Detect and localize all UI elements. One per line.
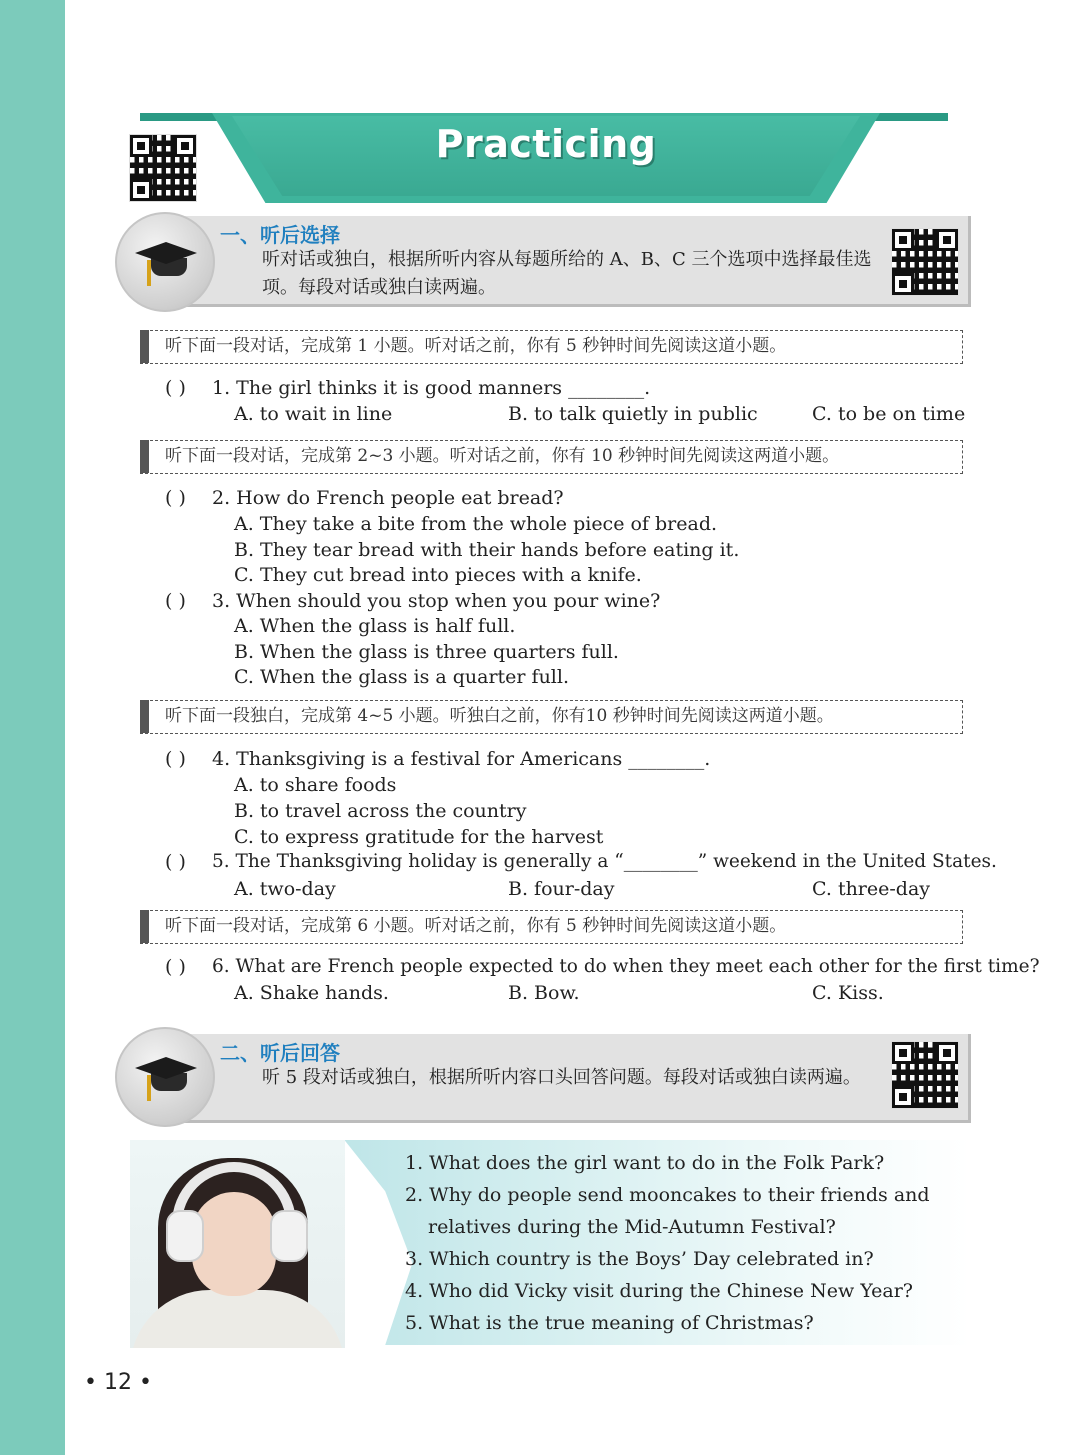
- question-stem: 2. How do French people eat bread?: [212, 487, 564, 509]
- option-c: C. three-day: [812, 878, 931, 900]
- option-a: A. Shake hands.: [234, 982, 389, 1004]
- option-a: A. When the glass is half full.: [234, 615, 516, 637]
- page-title: Practicing: [435, 122, 657, 166]
- option-a: A. two-day: [234, 878, 336, 900]
- question-stem: 6. What are French people expected to do when they meet each other for the first time?: [212, 956, 1040, 977]
- option-c: C. to express gratitude for the harvest: [234, 826, 604, 848]
- option-c: C. When the glass is a quarter full.: [234, 666, 569, 688]
- answer-paren[interactable]: ( ): [165, 851, 186, 873]
- option-b: B. to talk quietly in public: [508, 403, 758, 425]
- instruction-bar: 听下面一段对话，完成第 2~3 小题。听对话之前，你有 10 秒钟时间先阅读这两道小题。: [140, 440, 963, 474]
- answer-paren[interactable]: ( ): [165, 377, 186, 399]
- option-c: C. Kiss.: [812, 982, 884, 1004]
- option-a: A. to share foods: [234, 774, 397, 796]
- option-b: B. to travel across the country: [234, 800, 527, 822]
- oral-question: 1. What does the girl want to do in the Folk Park?: [405, 1152, 885, 1174]
- graduation-cap-icon: [115, 1027, 215, 1127]
- question-stem: 1. The girl thinks it is good manners ________.: [212, 377, 651, 399]
- section-1-title: 一、听后选择: [220, 223, 340, 247]
- qr-code-icon[interactable]: [892, 229, 958, 295]
- answer-paren[interactable]: ( ): [165, 956, 186, 978]
- oral-question: 3. Which country is the Boys’ Day celebrated in?: [405, 1248, 874, 1270]
- page-number: • 12 •: [84, 1370, 152, 1395]
- instruction-bar: 听下面一段独白，完成第 4~5 小题。听独白之前，你有10 秒钟时间先阅读这两道小题。: [140, 700, 963, 734]
- answer-paren[interactable]: ( ): [165, 748, 186, 770]
- option-a: A. to wait in line: [234, 403, 393, 425]
- option-c: C. They cut bread into pieces with a knife.: [234, 564, 642, 586]
- option-b: B. Bow.: [508, 982, 580, 1004]
- option-b: B. They tear bread with their hands before eating it.: [234, 539, 740, 561]
- qr-code-icon[interactable]: [892, 1042, 958, 1108]
- oral-question: 2. Why do people send mooncakes to their friends and: [405, 1184, 930, 1206]
- question-stem: 4. Thanksgiving is a festival for Americans ________.: [212, 748, 711, 770]
- question-stem: 5. The Thanksgiving holiday is generally a “________” weekend in the United States.: [212, 851, 997, 872]
- section-2-title: 二、听后回答: [220, 1041, 340, 1065]
- girl-with-headphones-image: [130, 1140, 345, 1348]
- qr-code-icon[interactable]: [130, 135, 196, 201]
- question-stem: 3. When should you stop when you pour wine?: [212, 590, 661, 612]
- section-1-description: 听对话或独白，根据所听内容从每题所给的 A、B、C 三个选项中选择最佳选项。每段对话或独白读两遍。: [262, 249, 872, 298]
- option-b: B. four-day: [508, 878, 615, 900]
- option-b: B. When the glass is three quarters full.: [234, 641, 619, 663]
- left-color-strip: [0, 0, 65, 1455]
- instruction-bar: 听下面一段对话，完成第 1 小题。听对话之前，你有 5 秒钟时间先阅读这道小题。: [140, 330, 963, 364]
- option-c: C. to be on time: [812, 403, 966, 425]
- section-2-description: 听 5 段对话或独白，根据所听内容口头回答问题。每段对话或独白读两遍。: [262, 1067, 861, 1088]
- instruction-bar: 听下面一段对话，完成第 6 小题。听对话之前，你有 5 秒钟时间先阅读这道小题。: [140, 910, 963, 944]
- answer-paren[interactable]: ( ): [165, 590, 186, 612]
- graduation-cap-icon: [115, 212, 215, 312]
- answer-paren[interactable]: ( ): [165, 487, 186, 509]
- option-a: A. They take a bite from the whole piece of bread.: [234, 513, 718, 535]
- oral-question: 5. What is the true meaning of Christmas?: [405, 1312, 814, 1334]
- oral-question-continued: relatives during the Mid-Autumn Festival?: [428, 1216, 836, 1238]
- oral-question: 4. Who did Vicky visit during the Chinese New Year?: [405, 1280, 913, 1302]
